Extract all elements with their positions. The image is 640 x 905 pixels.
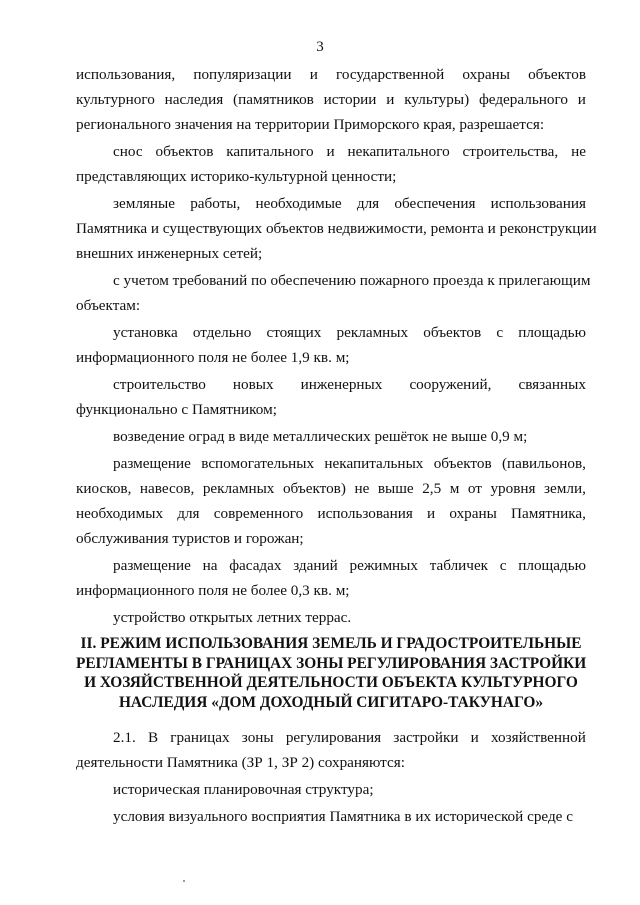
section-heading xyxy=(76,634,586,712)
word: обеспечения xyxy=(394,195,476,212)
word: В xyxy=(147,729,159,746)
word: объектов) xyxy=(282,480,346,497)
body-text-top xyxy=(76,62,597,630)
word: истории xyxy=(323,91,377,108)
word: государственной xyxy=(336,66,445,83)
word: популяризации xyxy=(193,66,292,83)
word: зоны xyxy=(241,729,274,746)
word: культуры) xyxy=(404,91,470,108)
word: использования, xyxy=(76,66,176,83)
list-item-line: функционально с Памятником; xyxy=(76,401,277,418)
word: и xyxy=(470,729,479,746)
list-item-line xyxy=(76,451,586,476)
heading-line: II. РЕЖИМ ИСПОЛЬЗОВАНИЯ ЗЕМЕЛЬ И ГРАДОСТРОИТЕЛЬНЫЕ xyxy=(80,635,582,652)
word: не xyxy=(354,480,370,497)
word: объектов xyxy=(433,455,492,472)
word: м xyxy=(449,480,460,497)
word: режимных xyxy=(349,557,418,574)
word: строительство xyxy=(113,376,206,393)
heading-line: НАСЛЕДИЯ «ДОМ ДОХОДНЫЙ СИГИТАРО-ТАКУНАГО» xyxy=(118,693,544,711)
list-item-line: историческая планировочная структура; xyxy=(113,781,374,798)
word: объектов xyxy=(528,66,586,83)
word: застройки xyxy=(393,729,459,746)
word: объектов xyxy=(155,143,214,160)
list-item-line: объектам: xyxy=(76,297,141,314)
word: связанных xyxy=(518,376,586,393)
list-item-line: условия визуального восприятия Памятника в их исторической среде с xyxy=(113,808,573,825)
word: и xyxy=(577,91,586,108)
word: 2,5 xyxy=(422,480,442,497)
word: (павильонов, xyxy=(501,455,586,472)
heading-line: РЕГЛАМЕНТЫ В ГРАНИЦАХ ЗОНЫ РЕГУЛИРОВАНИЯ ЗАСТРОЙКИ xyxy=(76,654,587,672)
word: объектов xyxy=(423,324,482,341)
word: необходимые xyxy=(255,195,342,212)
word: выше xyxy=(377,480,414,497)
word: инженерных xyxy=(300,376,383,393)
word: и xyxy=(326,143,335,160)
word: вспомогательных xyxy=(201,455,315,472)
word: земли, xyxy=(544,480,586,497)
word: необходимых xyxy=(76,505,164,522)
word: и xyxy=(427,505,436,522)
list-item-line: представляющих историко-культурной ценности; xyxy=(76,168,397,185)
word: сооружений, xyxy=(409,376,492,393)
list-item-line: обслуживания туристов и горожан; xyxy=(76,530,304,547)
list-item-line xyxy=(76,139,586,164)
heading-line: И ХОЗЯЙСТВЕННОЙ ДЕЯТЕЛЬНОСТИ ОБЪЕКТА КУЛЬТУРНОГО xyxy=(84,674,578,691)
list-item-line: информационного поля не более 0,3 кв. м; xyxy=(76,582,350,599)
word: стоящих xyxy=(266,324,322,341)
page-number: 3 xyxy=(316,39,324,55)
word: табличек xyxy=(429,557,489,574)
list-item-line: Памятника и существующих объектов недвижимости, ремонта и реконструкции xyxy=(76,220,597,237)
word: федерального xyxy=(478,91,568,108)
word: строительства, xyxy=(462,143,559,160)
word: на xyxy=(202,557,218,574)
word: использования xyxy=(317,505,413,522)
paragraph-line xyxy=(76,87,586,112)
list-item-line xyxy=(76,501,586,526)
word: фасадах xyxy=(229,557,282,574)
word: с xyxy=(499,557,507,574)
word: капитального xyxy=(226,143,314,160)
word: уровня xyxy=(490,480,536,497)
word: площадью xyxy=(518,324,586,341)
word: охраны xyxy=(449,505,497,522)
paragraph-line: деятельности Памятника (ЗР 1, ЗР 2) сохраняются: xyxy=(76,754,405,771)
word: хозяйственной xyxy=(491,729,586,746)
word: для xyxy=(177,505,200,522)
word: для xyxy=(356,195,380,212)
word: некапитального xyxy=(347,143,450,160)
paragraph-line xyxy=(76,62,586,87)
list-item-line: возведение оград в виде металлических решёток не выше 0,9 м; xyxy=(113,428,528,445)
paragraph-line xyxy=(76,725,586,750)
word: использования xyxy=(490,195,586,212)
word: размещение xyxy=(113,455,191,472)
word: рекламных xyxy=(336,324,409,341)
word: отдельно xyxy=(192,324,252,341)
word: земляные xyxy=(113,195,175,212)
list-item-line: с учетом требований по обеспечению пожарного проезда к прилегающим xyxy=(113,272,591,289)
list-item-line xyxy=(76,320,586,345)
word: регулирования xyxy=(285,729,382,746)
word: современного xyxy=(213,505,304,522)
word: от xyxy=(467,480,482,497)
word: новых xyxy=(232,376,274,393)
word: и xyxy=(309,66,318,83)
word: наследия xyxy=(164,91,224,108)
word: площадью xyxy=(518,557,586,574)
word: некапитальных xyxy=(324,455,424,472)
word: размещение xyxy=(113,557,191,574)
word: охраны xyxy=(462,66,510,83)
scan-speck xyxy=(183,880,185,882)
word: культурного xyxy=(76,91,155,108)
list-item-line xyxy=(76,372,586,397)
paragraph-line: регионального значения на территории Приморского края, разрешается: xyxy=(76,116,545,133)
word: с xyxy=(496,324,504,341)
list-item-line: информационного поля не более 1,9 кв. м; xyxy=(76,349,350,366)
list-item-line: внешних инженерных сетей; xyxy=(76,245,263,262)
word: границах xyxy=(170,729,230,746)
list-item-line: устройство открытых летних террас. xyxy=(113,609,352,626)
list-item-line xyxy=(76,476,586,501)
word: навесов, xyxy=(139,480,195,497)
word: (памятников xyxy=(233,91,314,108)
list-item-line xyxy=(76,553,586,578)
word: снос xyxy=(113,143,143,160)
body-text-bottom xyxy=(76,725,586,829)
word: Памятника, xyxy=(511,505,586,522)
word: рекламных xyxy=(202,480,275,497)
word: работы, xyxy=(190,195,241,212)
list-item-line xyxy=(76,191,586,216)
word: зданий xyxy=(293,557,338,574)
word: и xyxy=(386,91,395,108)
word: установка xyxy=(113,324,178,341)
word: 2.1. xyxy=(113,729,136,746)
word: не xyxy=(571,143,586,160)
word: киосков, xyxy=(76,480,132,497)
